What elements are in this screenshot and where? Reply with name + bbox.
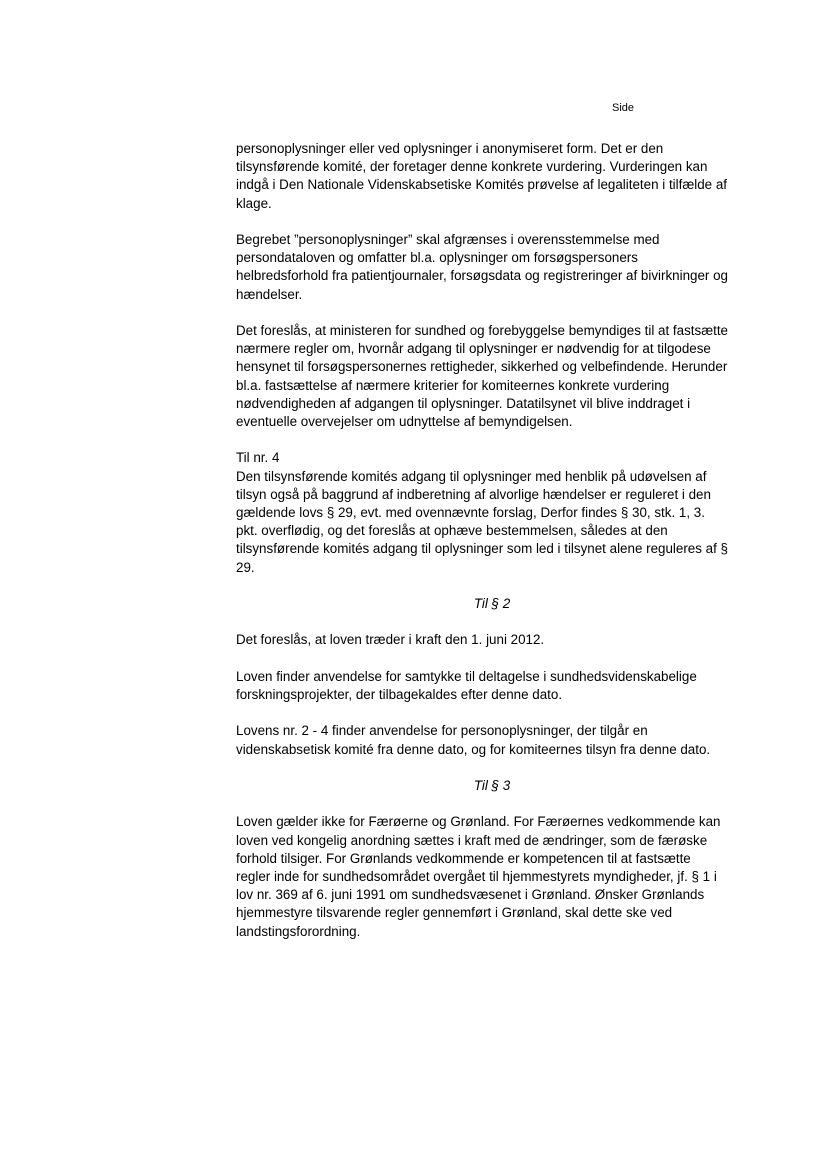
text-line: hjemmestyre tilsvarende regler gennemført i Grønland, skal dette ske ved — [236, 905, 673, 921]
text-line: klage. — [236, 195, 272, 211]
section-heading-til-3: Til § 3 — [473, 777, 511, 793]
page-label: Side — [612, 102, 635, 114]
subsection-title: Til nr. 4 — [236, 450, 280, 466]
text-line: Den tilsynsførende komités adgang til oplysninger med henblik på udøvelsen af — [236, 468, 707, 484]
text-line: Loven finder anvendelse for samtykke til deltagelse i sundhedsvidenskabelige — [236, 668, 697, 684]
text-line: pkt. overflødig, og det foreslås at ophæve bestemmelsen, således at den — [236, 523, 668, 539]
paragraph-minister-authority — [236, 322, 756, 431]
text-line: forhold tilsiger. For Grønlands vedkommende er kompetencen til at fastsætte — [236, 850, 691, 866]
document-body — [236, 140, 756, 959]
text-line: helbredsforhold fra patientjournaler, forsøgsdata og registreringer af bivirkninger og — [236, 268, 729, 284]
text-line: nødvendigheden af adgangen til oplysninger. Datatilsynet vil blive inddraget i — [236, 395, 691, 411]
text-line: tilsynsførende komité, der foretager denne konkrete vurdering. Vurderingen kan — [236, 159, 708, 175]
paragraph-faroe-greenland — [236, 813, 756, 940]
paragraph-til-nr-4 — [236, 449, 756, 576]
text-line: tilsynsførende komités adgang til oplysninger som led i tilsynet alene reguleres af § — [236, 541, 728, 557]
paragraph-entry-into-force — [236, 631, 756, 649]
text-line: Lovens nr. 2 - 4 finder anvendelse for personoplysninger, der tilgår en — [236, 723, 648, 739]
text-line: hensynet til forsøgspersonernes rettigheder, sikkerhed og velbefindende. Herunder — [236, 359, 728, 375]
text-line: nærmere regler om, hvornår adgang til oplysninger er nødvendig for at tilgodese — [236, 341, 711, 357]
text-line: tilsyn også på baggrund af indberetning af alvorlige hændelser er reguleret i den — [236, 486, 711, 502]
text-line: persondataloven og omfatter bl.a. oplysninger om forsøgspersoners — [236, 250, 638, 266]
text-line: hændelser. — [236, 286, 303, 302]
text-line: landstingsforordning. — [236, 923, 361, 939]
text-line: personoplysninger eller ved oplysninger i anonymiseret form. Det er den — [236, 141, 664, 156]
text-line: loven ved kongelig anordning sættes i kraft med de ændringer, som de færøske — [236, 832, 708, 848]
text-line: Loven gælder ikke for Færøerne og Grønland. For Færøernes vedkommende kan — [236, 814, 721, 830]
section-heading-til-2: Til § 2 — [473, 596, 511, 612]
text-line: Det foreslås, at loven træder i kraft den 1. juni 2012. — [236, 632, 545, 648]
text-line: indgå i Den Nationale Videnskabsetiske Komités prøvelse af legaliteten i tilfælde af — [236, 177, 728, 193]
text-line: Det foreslås, at ministeren for sundhed og forebyggelse bemyndiges til at fastsætte — [236, 323, 728, 338]
text-line: gældende lovs § 29, evt. med ovennævnte forslag, Derfor findes § 30, stk. 1, 3. — [236, 505, 705, 521]
paragraph-personoplysninger-definition — [236, 231, 756, 304]
paragraph-nr-2-4-application — [236, 722, 756, 758]
text-line: lov nr. 369 af 6. juni 1991 om sundhedsvæsenet i Grønland. Ønsker Grønlands — [236, 887, 705, 903]
text-line: bl.a. fastsættelse af nærmere kriterier for komiteernes konkrete vurdering — [236, 377, 670, 393]
text-line: videnskabsetisk komité fra denne dato, og for komiteernes tilsyn fra denne dato. — [236, 741, 711, 757]
text-line: 29. — [236, 559, 255, 575]
paragraph-consent-withdrawal — [236, 668, 756, 704]
text-line: forskningsprojekter, der tilbagekaldes efter denne dato. — [236, 687, 563, 702]
text-line: regler inde for sundhedsområdet overgået til hjemmestyrets myndigheder, jf. § 1 i — [236, 868, 717, 884]
text-line: Begrebet ”personoplysninger” skal afgrænses i overensstemmelse med — [236, 232, 660, 247]
text-line: eventuelle overvejelser om udnyttelse af bemyndigelsen. — [236, 414, 573, 430]
paragraph-anonymised-form — [236, 140, 756, 213]
